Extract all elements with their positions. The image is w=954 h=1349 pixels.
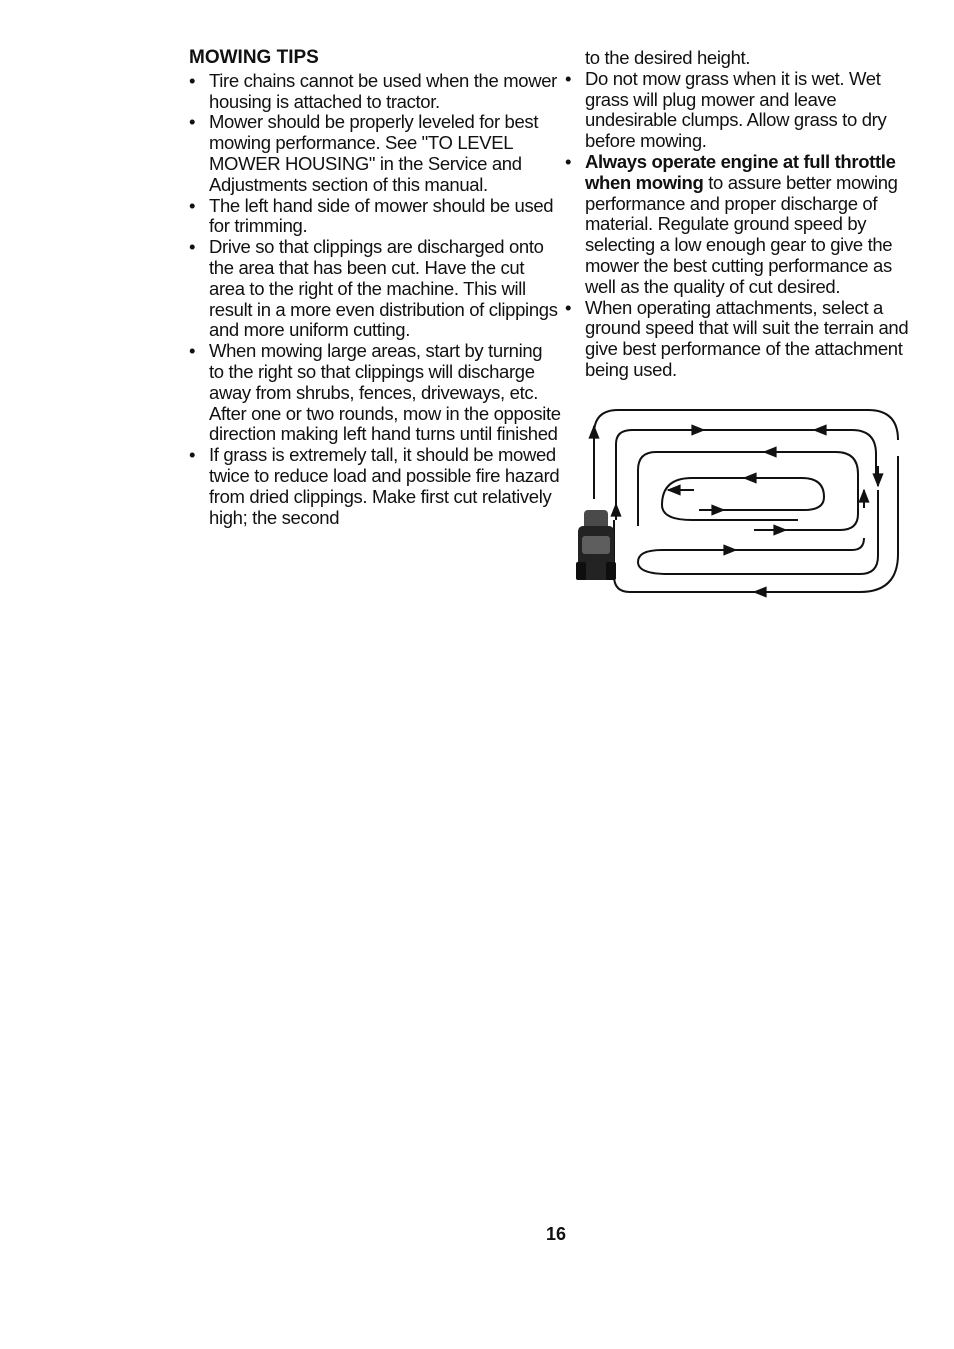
list-item-text: When mowing large areas, start by turning to the right so that clippings will discharge away from shrubs, fences, driveways, etc. After one or two rounds, mow in the opposite direction making left hand turns until finished <box>209 340 561 445</box>
bullet-icon: • <box>565 150 572 172</box>
list-item-text: Mower should be properly leveled for best mowing performance. See "TO LEVEL MOWER HOUSING" in the Service and Adjustments section of this manual. <box>209 111 539 195</box>
list-item <box>565 152 927 298</box>
list-item-text: When operating attachments, select a ground speed that will suit the terrain and give best performance of the attachment being used. <box>585 296 909 380</box>
list-item <box>565 69 927 152</box>
list-item-text: If grass is extremely tall, it should be mowed twice to reduce load and possible fire hazard from dried clippings. Make first cut relatively high; the second <box>209 444 560 528</box>
outer-mowing-path <box>594 410 898 592</box>
bullet-icon: • <box>189 69 196 91</box>
list-item <box>189 445 561 528</box>
section-heading: MOWING TIPS <box>189 47 319 68</box>
list-item-text: Do not mow grass when it is wet. Wet grass will plug mower and leave undesirable clumps. Allow grass to dry before mowing. <box>585 67 887 152</box>
bullet-icon: • <box>189 340 196 362</box>
list-item <box>189 237 561 341</box>
list-item <box>189 112 561 195</box>
list-item <box>189 341 561 445</box>
right-bullet-list <box>565 69 927 381</box>
list-item <box>189 196 561 238</box>
list-item-text: Drive so that clippings are discharged onto the area that has been cut. Have the cut area to the right of the machine. This will result in a more even distribution of clippings and more uniform cutting. <box>209 236 558 341</box>
left-column <box>189 48 561 528</box>
lawn-tractor-icon <box>576 510 616 580</box>
list-item <box>565 298 927 381</box>
bullet-icon: • <box>565 67 572 89</box>
bullet-icon: • <box>189 444 196 466</box>
bullet-icon: • <box>189 111 196 133</box>
bullet-icon: • <box>189 194 196 216</box>
bullet-icon: • <box>565 296 572 318</box>
right-column <box>565 48 927 381</box>
bullet-icon: • <box>189 236 196 258</box>
list-item-text: Tire chains cannot be used when the mower housing is attached to tractor. <box>209 69 557 112</box>
mowing-pattern-diagram <box>574 404 904 602</box>
left-bullet-list <box>189 71 561 529</box>
list-item-text: The left hand side of mower should be used for trimming. <box>209 194 554 237</box>
list-item <box>189 71 561 113</box>
page-number: 16 <box>545 1224 567 1244</box>
list-item-text: to assure better mowing performance and proper discharge of material. Regulate ground speed by selecting a low enough gear to give the mower the best cutting performance as well as the quality of cut desired. <box>585 171 898 297</box>
list-item-bold-text: Always operate engine at full throttle when mowing <box>585 150 896 193</box>
continued-text: to the desired height. <box>585 47 751 68</box>
